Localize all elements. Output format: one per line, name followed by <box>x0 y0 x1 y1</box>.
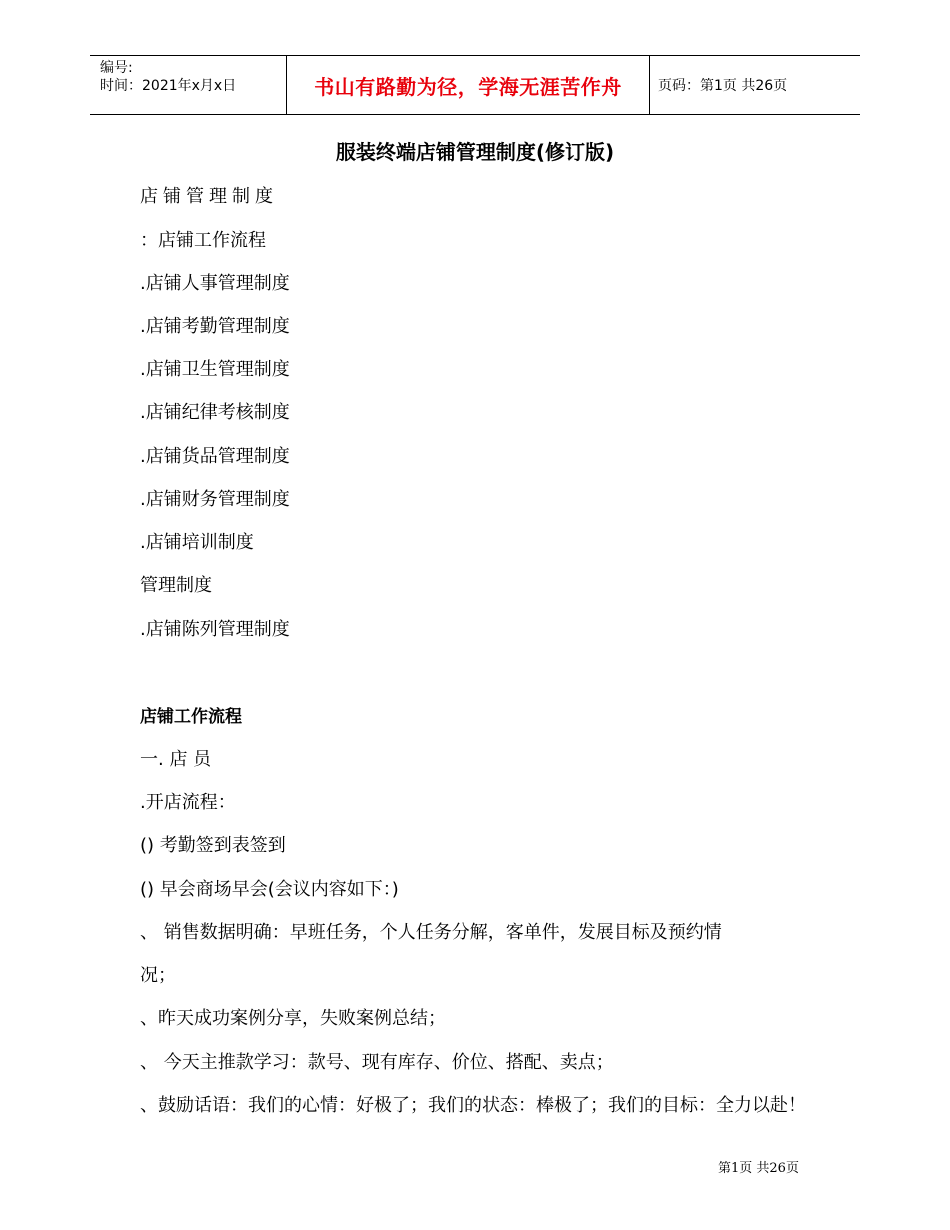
toc-item: .店铺考勤管理制度 <box>140 316 290 337</box>
document-title: 服装终端店铺管理制度(修订版) <box>335 140 615 164</box>
toc-item: .店铺纪律考核制度 <box>140 402 290 423</box>
section-heading: 店铺工作流程 <box>140 707 242 727</box>
toc-item: .店铺培训制度 <box>140 532 254 553</box>
paragraph-line: .开店流程： <box>140 792 236 813</box>
toc-item: .店铺卫生管理制度 <box>140 359 290 380</box>
paragraph-line: () 考勤签到表签到 <box>140 835 286 856</box>
paragraph-line: 况； <box>140 965 176 986</box>
toc-item: .店铺财务管理制度 <box>140 489 290 510</box>
toc-item: 管理制度 <box>140 575 212 596</box>
paragraph-line: 、 今天主推款学习：款号、现有库存、价位、搭配、卖点； <box>140 1052 614 1073</box>
time-label: 时间：2021年x月x日 <box>100 78 237 94</box>
header-page-code: 页码：第1页 共26页 <box>658 78 788 94</box>
paragraph-line: () 早会商场早会(会议内容如下：) <box>140 879 399 900</box>
paragraph-line: 、鼓励话语：我们的心情：好极了；我们的状态：棒极了；我们的目标：全力以赴！ <box>140 1095 806 1116</box>
page-footer: 第1页 共26页 <box>718 1161 799 1176</box>
toc-heading: 店铺管理制度 <box>140 186 278 207</box>
paragraph-line: 、 销售数据明确：早班任务，个人任务分解，客单件，发展目标及预约情 <box>140 922 722 943</box>
toc-item: .店铺陈列管理制度 <box>140 619 290 640</box>
toc-item: .店铺人事管理制度 <box>140 273 290 294</box>
header-meta <box>90 56 286 114</box>
number-label: 编号: <box>100 60 133 76</box>
toc-item: ：店铺工作流程 <box>140 230 266 251</box>
subsection-heading: 一. 店 员 <box>140 749 212 770</box>
header-motto: 书山有路勤为径，学海无涯苦作舟 <box>286 56 650 114</box>
paragraph-line: 、昨天成功案例分享，失败案例总结； <box>140 1008 446 1029</box>
toc-item: .店铺货品管理制度 <box>140 446 290 467</box>
page-header <box>90 55 860 115</box>
